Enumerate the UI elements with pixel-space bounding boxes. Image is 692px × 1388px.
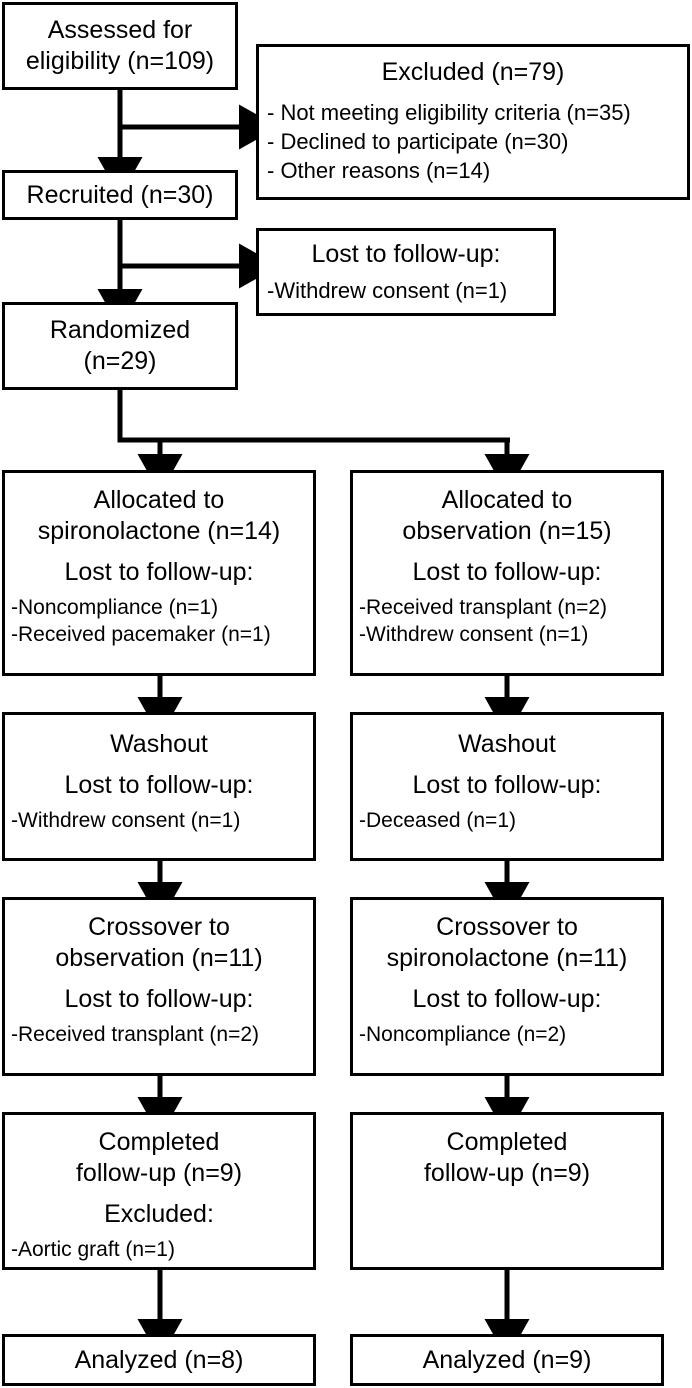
node-washout-right-lost-title: Lost to follow-up: [412, 771, 602, 799]
node-analyzed-right [350, 1334, 664, 1386]
node-washout-right-item-1: -Deceased (n=1) [359, 809, 516, 832]
node-crossover-right-lost-title: Lost to follow-up: [412, 985, 602, 1013]
node-recruited-line-1: Recruited (n=30) [26, 180, 214, 209]
node-crossover-left-lost-title: Lost to follow-up: [64, 985, 254, 1013]
node-washout-left-line-1: Washout [110, 730, 208, 758]
node-completed-left-item-1: -Aortic graft (n=1) [11, 1238, 175, 1261]
node-randomized-line-1: Randomized [49, 316, 191, 344]
node-allocated-observation [350, 470, 664, 676]
node-allocated-spironolactone-lost-title: Lost to follow-up: [64, 558, 254, 586]
node-crossover-to-observation [2, 897, 316, 1076]
node-lost-after-recruitment-title: Lost to follow-up: [311, 240, 501, 268]
node-completed-right-line-1: Completed [446, 1128, 568, 1156]
node-recruited [2, 170, 238, 220]
node-allocated-observation-line-1: Allocated to [441, 486, 573, 514]
node-lost-after-recruitment-item-1: -Withdrew consent (n=1) [267, 278, 508, 303]
node-crossover-left-line-2: observation (n=11) [55, 944, 263, 972]
spacer [5, 760, 313, 770]
spacer [353, 974, 661, 984]
spacer [5, 1189, 313, 1199]
node-allocated-spironolactone-item-1: -Noncompliance (n=1) [11, 596, 219, 619]
spacer [5, 547, 313, 557]
node-washout-right-line-1: Washout [458, 730, 556, 758]
node-assessed-for-eligibility [2, 2, 238, 90]
node-excluded-item-3: - Other reasons (n=14) [267, 158, 491, 183]
spacer [5, 974, 313, 984]
node-analyzed-left [2, 1334, 316, 1386]
node-allocated-spironolactone-line-2: spironolactone (n=14) [37, 517, 281, 545]
node-randomized [2, 302, 238, 390]
node-analyzed-left-line-1: Analyzed (n=8) [74, 1345, 244, 1374]
node-allocated-spironolactone-item-2: -Received pacemaker (n=1) [11, 623, 271, 646]
node-completed-right-line-2: follow-up (n=9) [423, 1159, 591, 1187]
node-lost-after-recruitment [256, 228, 556, 316]
spacer [353, 760, 661, 770]
node-excluded-item-2: - Declined to participate (n=30) [267, 129, 569, 154]
node-allocated-observation-item-1: -Received transplant (n=2) [359, 596, 608, 619]
node-excluded-item-1: - Not meeting eligibility criteria (n=35) [267, 100, 631, 125]
node-allocated-observation-item-2: -Withdrew consent (n=1) [359, 623, 589, 646]
node-completed-left-line-1: Completed [98, 1128, 220, 1156]
node-crossover-left-line-1: Crossover to [88, 913, 230, 941]
node-allocated-observation-lost-title: Lost to follow-up: [412, 558, 602, 586]
node-crossover-left-item-1: -Received transplant (n=2) [11, 1023, 260, 1046]
node-washout-right [350, 712, 664, 861]
spacer [259, 88, 687, 98]
node-analyzed-right-line-1: Analyzed (n=9) [422, 1345, 592, 1374]
node-crossover-to-spironolactone [350, 897, 664, 1076]
spacer [353, 547, 661, 557]
node-crossover-right-line-2: spironolactone (n=11) [386, 944, 628, 972]
node-assessed-line-2: eligibility (n=109) [25, 47, 215, 75]
node-crossover-right-item-1: -Noncompliance (n=2) [359, 1023, 567, 1046]
node-assessed-line-1: Assessed for [47, 16, 193, 44]
node-allocated-observation-line-2: observation (n=15) [402, 517, 612, 545]
node-completed-left-line-2: follow-up (n=9) [75, 1159, 243, 1187]
node-randomized-line-2: (n=29) [83, 347, 157, 375]
node-excluded-title: Excluded (n=79) [381, 58, 565, 86]
node-crossover-right-line-1: Crossover to [436, 913, 578, 941]
node-washout-left [2, 712, 316, 861]
node-completed-left-excluded-title: Excluded: [104, 1200, 214, 1228]
node-completed-follow-up-left [2, 1112, 316, 1270]
node-washout-left-item-1: -Withdrew consent (n=1) [11, 809, 241, 832]
node-allocated-spironolactone-line-1: Allocated to [93, 486, 225, 514]
node-completed-follow-up-right [350, 1112, 664, 1270]
node-washout-left-lost-title: Lost to follow-up: [64, 771, 254, 799]
node-excluded [256, 44, 690, 200]
node-allocated-spironolactone [2, 470, 316, 676]
